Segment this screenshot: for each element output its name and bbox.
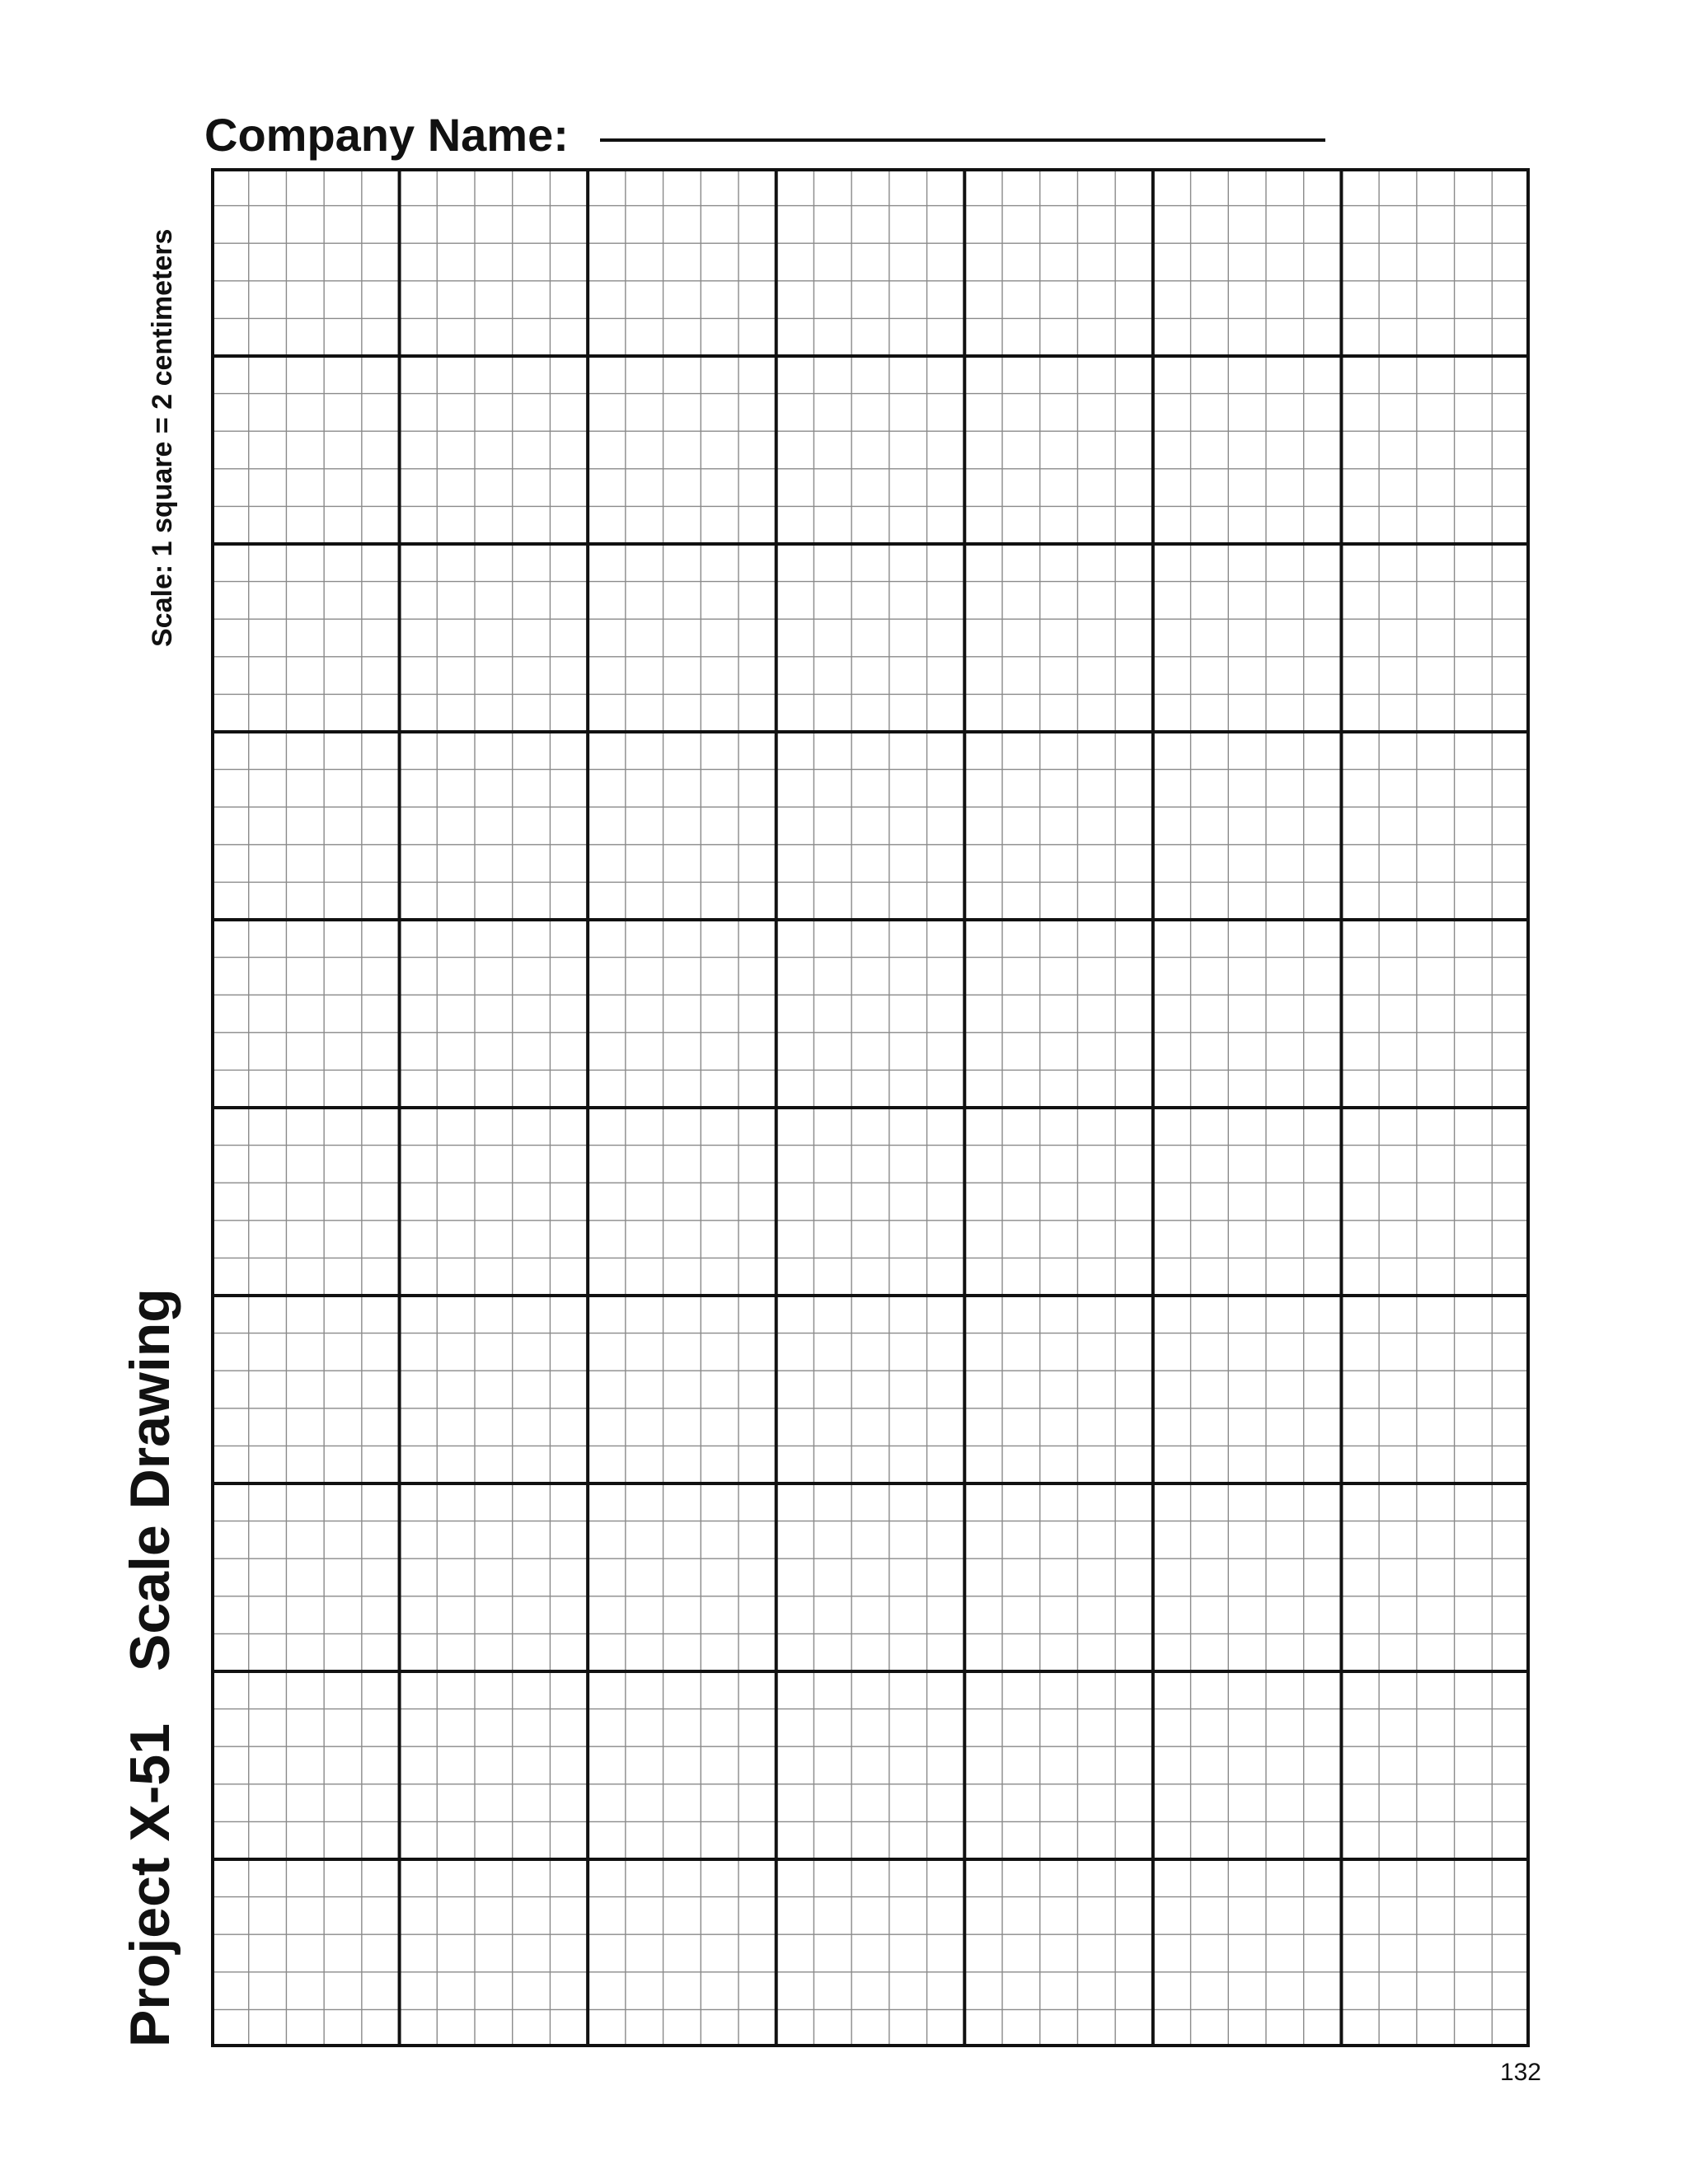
scale-note: Scale: 1 square = 2 centimeters	[147, 228, 178, 647]
company-name-label: Company Name:	[204, 109, 569, 161]
graph-paper-grid[interactable]	[211, 168, 1530, 2047]
page-number: 132	[1499, 2059, 1541, 2086]
drawing-title: Scale Drawing	[119, 1288, 181, 1671]
company-name-blank-line[interactable]	[600, 138, 1325, 142]
company-name-row	[204, 92, 569, 161]
grid-svg	[211, 168, 1530, 2047]
project-title: Project X-51	[119, 1722, 181, 2047]
